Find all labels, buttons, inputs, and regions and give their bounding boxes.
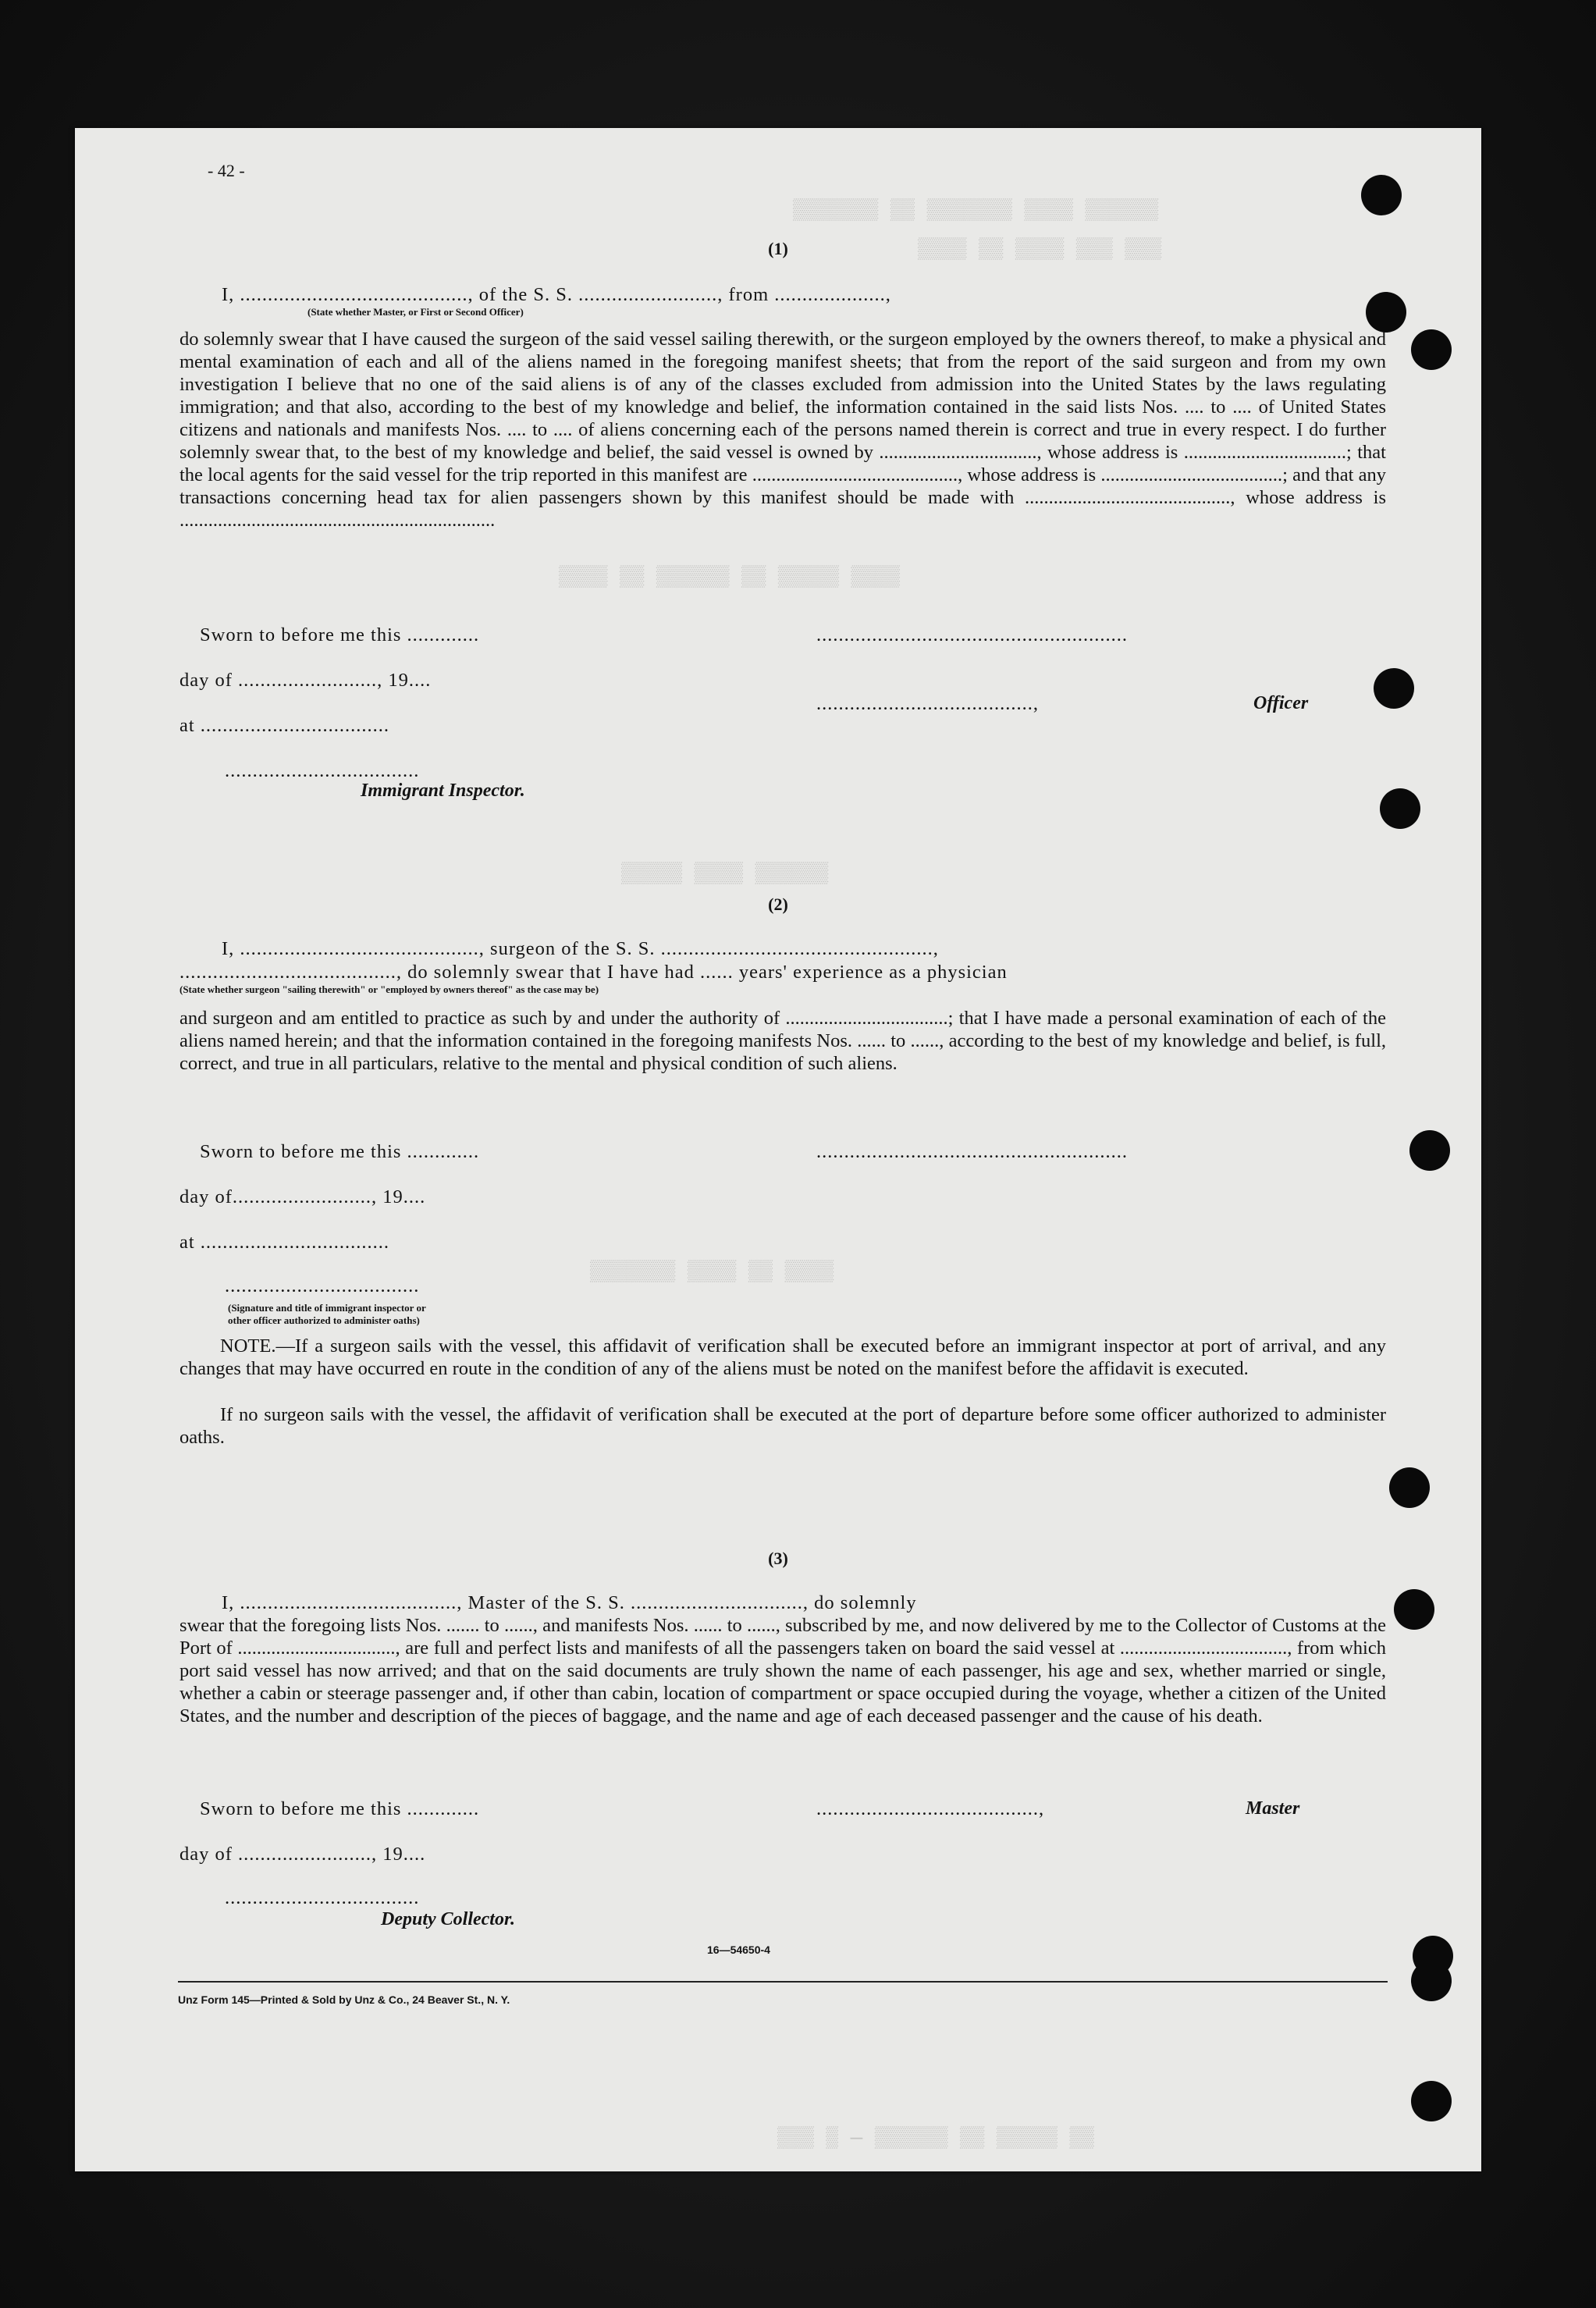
punch-hole — [1411, 1961, 1452, 2001]
form-code: 16—54650-4 — [707, 1943, 770, 1956]
section-1-number: (1) — [768, 239, 788, 258]
s2-sworn: Sworn to before me this ............. — [200, 1141, 480, 1162]
s2-note-2: If no surgeon sails with the vessel, the affidavit of verification shall be executed at the port of departure before some officer authorized to administer oaths. — [180, 1404, 1386, 1448]
punch-hole — [1409, 1130, 1450, 1171]
bleed-through-text: ▒▒▒▒ ▒▒ ▒▒▒▒▒▒ ▒▒ ▒▒▒▒▒ ▒▒▒▒ — [559, 565, 900, 589]
s2-signature-note: (Signature and title of immigrant inspector or — [228, 1302, 426, 1314]
bleed-through-text: ▒▒▒▒▒▒▒ ▒▒ ▒▒▒▒▒▒▒ ▒▒▒▒ ▒▒▒▒▒▒ — [793, 198, 1159, 222]
s3-deputy-label: Deputy Collector. — [381, 1909, 515, 1929]
s3-body: swear that the foregoing lists Nos. ....... to ......, and manifests Nos. ...... to ......, subscribed by me, and now delivered by me to the Collector of Customs at the Port of ................................., are full and perfect lists and manifests of all the passengers taken on board the said vessel at ..................................., from which port said vessel has now arrived; and that on the said documents are truly shown the name of each passenger, his age and sex, whether married or single, whether a cabin or steerage passenger and, if other than cabin, location of compartment or space occupied during the voyage, whether a citizen of the United States, and the number and description of the pieces of baggage, and the name and age of each deceased passenger and the cause of his death. — [180, 1615, 1386, 1727]
bleed-through-text: ▒▒▒▒▒ ▒▒▒▒ ▒▒▒▒▒▒ — [621, 862, 829, 885]
punch-hole — [1361, 175, 1402, 215]
section-2-number: (2) — [768, 894, 788, 914]
s2-oath-line: I, ..........................................., surgeon of the S. S. ................................................., — [222, 938, 939, 959]
s3-day-of: day of ........................, 19.... — [180, 1844, 426, 1865]
s3-deputy-line: ................................... — [225, 1887, 420, 1908]
s3-master-label: Master — [1246, 1798, 1300, 1819]
s3-oath-line: I, ......................................., Master of the S. S. ..............................., do solemnly — [222, 1592, 917, 1613]
s2-signature-line: ................................... — [225, 1275, 420, 1296]
s1-at: at .................................. — [180, 715, 390, 736]
s2-note — [180, 1335, 1386, 1380]
bleed-through-text: ▒▒▒▒▒▒▒ ▒▒▒▒ ▒▒ ▒▒▒▒ — [590, 1260, 834, 1283]
s1-sworn-signature: ........................................................ — [816, 624, 1128, 645]
punch-hole — [1380, 788, 1420, 829]
punch-hole — [1411, 329, 1452, 370]
s1-sworn: Sworn to before me this ............. — [200, 624, 480, 645]
s1-inspector-label: Immigrant Inspector. — [361, 781, 525, 801]
s1-inspector-line: ................................... — [225, 760, 420, 781]
s1-officer-note: (State whether Master, or First or Second Officer) — [307, 306, 524, 318]
s2-day-of: day of........................., 19.... — [180, 1186, 426, 1207]
punch-hole — [1389, 1467, 1430, 1508]
page-mark: - 42 - — [208, 161, 245, 180]
s2-note-label: NOTE. — [220, 1335, 276, 1357]
s2-body: and surgeon and am entitled to practice as such by and under the authority of ..................................; that I have made a personal examination of each of the aliens named herein; and that the information contained in the foregoing manifests Nos. ...... to ......, according to the best of my knowledge and belief, is full, correct, and true in all particulars, relative to the mental and physical condition of such aliens. — [180, 1008, 1386, 1074]
printer-imprint: Unz Form 145—Printed & Sold by Unz & Co., 24 Beaver St., N. Y. — [178, 1993, 510, 2006]
s1-body: do solemnly swear that I have caused the surgeon of the said vessel sailing therewith, or the surgeon employed by the owners thereof, to make a physical and mental examination of each and all of the aliens named in the foregoing manifest sheets; that from the report of the said surgeon and from my own investigation I believe that no one of the said aliens is of any of the classes excluded from admission into the United States by the laws regulating immigration; and that also, according to the best of my knowledge and belief, the information contained in the said lists Nos. .... to .... of United States citizens and nationals and manifests Nos. .... to .... of aliens concerning each of the persons named therein is correct and true in every respect. I do further solemnly swear that, to the best of my knowledge and belief, the said vessel is owned by ................................., whose address is ..................................; that the local agents for the said vessel for the trip reported in this manifest are ..........................................., whose address is ......................................; and that any transactions concerning head tax for alien passengers shown by this manifest should be made with ..........................................., whose address is .................................................................. — [180, 329, 1386, 531]
s3-sworn: Sworn to before me this ............. — [200, 1798, 480, 1819]
punch-hole — [1366, 292, 1406, 333]
s2-sworn-signature: ........................................................ — [816, 1141, 1128, 1162]
manifest-page — [75, 128, 1481, 2171]
s2-at: at .................................. — [180, 1232, 390, 1253]
section-3-number: (3) — [768, 1549, 788, 1568]
s3-master-line: ........................................, — [816, 1798, 1045, 1819]
s1-oath-line: I, ........................................., of the S. S. ........................., from ...................., — [222, 284, 891, 305]
s1-officer-line: ......................................., — [816, 693, 1039, 714]
punch-hole — [1411, 2081, 1452, 2121]
bleed-through-text: ▒▒▒▒ ▒▒ ▒▒▒▒ ▒▒▒ ▒▒▒ — [918, 237, 1162, 261]
s1-day-of: day of ........................., 19.... — [180, 670, 432, 691]
s1-officer-label: Officer — [1253, 693, 1309, 713]
s2-note-text: —If a surgeon sails with the vessel, this affidavit of verification shall be executed before an immigrant inspector at port of arrival, and any changes that may have occurred en route in the condition of any of the aliens must be noted on the manifest before the affidavit is executed. — [180, 1335, 1386, 1379]
footer-rule — [178, 1981, 1388, 1983]
bleed-through-text: ▒▒▒ ▒ — ▒▒▒▒▒▒ ▒▒ ▒▒▒▒▒ ▒▒ — [777, 2126, 1094, 2150]
punch-hole — [1374, 668, 1414, 709]
s2-experience-line: ......................................., do solemnly swear that I have had ...... years' experience as a physician — [180, 962, 1008, 983]
punch-hole — [1394, 1589, 1434, 1630]
s2-signature-note: other officer authorized to administer oaths) — [228, 1314, 420, 1326]
s2-surgeon-note: (State whether surgeon "sailing therewith" or "employed by owners thereof" as the case may be) — [180, 983, 599, 995]
